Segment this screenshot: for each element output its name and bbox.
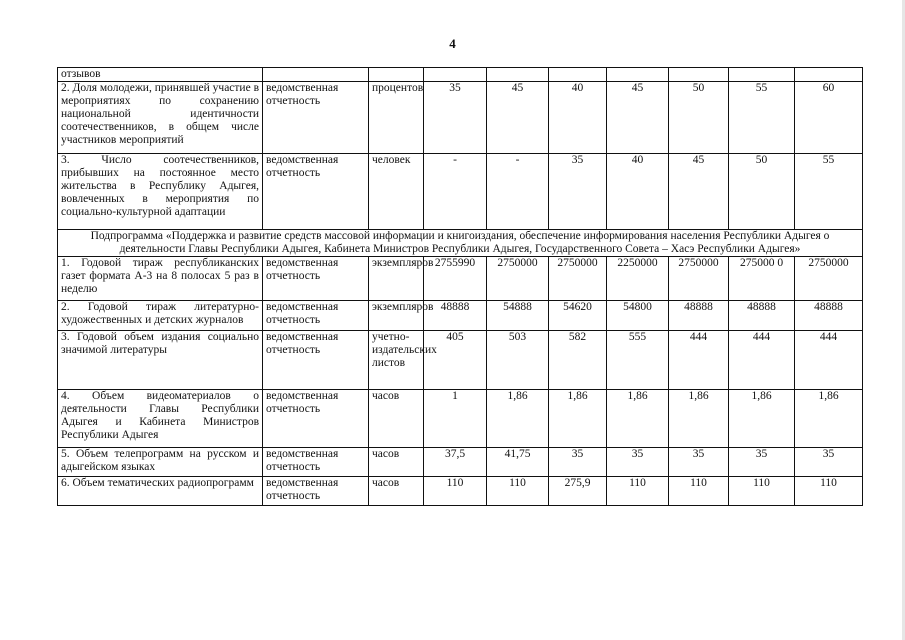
value-cell: -	[487, 154, 549, 230]
page-number: 4	[449, 36, 456, 51]
source-cell: ведомственная отчетность	[263, 82, 369, 154]
value-cell	[424, 68, 487, 82]
value-cell: 35	[729, 448, 795, 477]
value-cell: 1,86	[487, 390, 549, 448]
value-cell	[795, 68, 863, 82]
value-cell: 444	[729, 331, 795, 390]
value-cell: 48888	[424, 301, 487, 331]
source-cell: ведомственная отчетность	[263, 257, 369, 301]
value-cell: 45	[669, 154, 729, 230]
table-body-top	[58, 68, 863, 230]
value-cell: 2250000	[607, 257, 669, 301]
table-row	[58, 257, 863, 301]
value-cell	[729, 68, 795, 82]
value-cell: 1,86	[607, 390, 669, 448]
indicator-cell: 4. Объем видеоматериалов о деятельности Главы Республики Адыгея и Кабинета Министров Республики Адыгея	[58, 390, 263, 448]
value-cell: 110	[487, 477, 549, 506]
value-cell: 54888	[487, 301, 549, 331]
unit-cell: процентов	[369, 82, 424, 154]
indicator-cell: 5. Объем телепрограмм на русском и адыгейском языках	[58, 448, 263, 477]
value-cell: 48888	[795, 301, 863, 331]
table-row	[58, 390, 863, 448]
value-cell: 35	[549, 154, 607, 230]
value-cell: 110	[424, 477, 487, 506]
table-row	[58, 331, 863, 390]
value-cell: 110	[729, 477, 795, 506]
source-cell: ведомственная отчетность	[263, 331, 369, 390]
table-body-bottom	[58, 257, 863, 506]
value-cell: 60	[795, 82, 863, 154]
source-cell: ведомственная отчетность	[263, 477, 369, 506]
value-cell: -	[424, 154, 487, 230]
source-cell	[263, 68, 369, 82]
unit-cell: экземпляров	[369, 257, 424, 301]
indicator-cell: 3. Годовой объем издания социально значимой литературы	[58, 331, 263, 390]
indicators-table	[57, 67, 863, 506]
value-cell: 35	[424, 82, 487, 154]
value-cell: 503	[487, 331, 549, 390]
source-cell: ведомственная отчетность	[263, 448, 369, 477]
unit-cell: экземпляров	[369, 301, 424, 331]
value-cell: 35	[607, 448, 669, 477]
value-cell: 1,86	[549, 390, 607, 448]
value-cell: 40	[549, 82, 607, 154]
unit-cell: человек	[369, 154, 424, 230]
value-cell: 444	[669, 331, 729, 390]
value-cell: 1	[424, 390, 487, 448]
value-cell: 444	[795, 331, 863, 390]
value-cell: 1,86	[729, 390, 795, 448]
value-cell: 54620	[549, 301, 607, 331]
value-cell	[669, 68, 729, 82]
indicator-cell: 2. Годовой тираж литературно-художественных и детских журналов	[58, 301, 263, 331]
value-cell: 45	[607, 82, 669, 154]
value-cell: 275,9	[549, 477, 607, 506]
indicator-cell: отзывов	[58, 68, 263, 82]
table-row	[58, 301, 863, 331]
indicator-cell: 3. Число соотечественников, прибывших на постоянное место жительства в Республику Адыгея, вовлеченных в мероприятия по социально-культурной адаптации	[58, 154, 263, 230]
value-cell: 50	[729, 154, 795, 230]
subprogram-row	[58, 230, 863, 257]
value-cell: 110	[795, 477, 863, 506]
value-cell: 405	[424, 331, 487, 390]
value-cell: 37,5	[424, 448, 487, 477]
value-cell: 2750000	[549, 257, 607, 301]
table-row	[58, 68, 863, 82]
value-cell	[549, 68, 607, 82]
value-cell: 35	[549, 448, 607, 477]
value-cell: 2750000	[795, 257, 863, 301]
source-cell: ведомственная отчетность	[263, 301, 369, 331]
value-cell: 555	[607, 331, 669, 390]
value-cell: 35	[669, 448, 729, 477]
value-cell: 41,75	[487, 448, 549, 477]
source-cell: ведомственная отчетность	[263, 154, 369, 230]
value-cell: 45	[487, 82, 549, 154]
unit-cell: часов	[369, 448, 424, 477]
subprogram-section	[58, 230, 863, 257]
table-row	[58, 82, 863, 154]
value-cell: 2750000	[669, 257, 729, 301]
indicator-cell: 2. Доля молодежи, принявшей участие в мероприятиях по сохранению национальной идентичности соотечественников, в общем числе участников мероприятий	[58, 82, 263, 154]
value-cell: 54800	[607, 301, 669, 331]
value-cell: 2755990	[424, 257, 487, 301]
value-cell: 50	[669, 82, 729, 154]
table-row	[58, 154, 863, 230]
source-cell: ведомственная отчетность	[263, 390, 369, 448]
unit-cell	[369, 68, 424, 82]
unit-cell: часов	[369, 390, 424, 448]
value-cell: 35	[795, 448, 863, 477]
value-cell: 1,86	[669, 390, 729, 448]
indicator-cell: 1. Годовой тираж республиканских газет формата А-3 на 8 полосах 5 раз в неделю	[58, 257, 263, 301]
value-cell	[487, 68, 549, 82]
value-cell: 110	[669, 477, 729, 506]
value-cell: 582	[549, 331, 607, 390]
value-cell: 55	[795, 154, 863, 230]
value-cell	[607, 68, 669, 82]
value-cell: 40	[607, 154, 669, 230]
value-cell: 275000 0	[729, 257, 795, 301]
indicator-cell: 6. Объем тематических радиопрограмм	[58, 477, 263, 506]
value-cell: 1,86	[795, 390, 863, 448]
value-cell: 48888	[669, 301, 729, 331]
value-cell: 55	[729, 82, 795, 154]
table-row	[58, 448, 863, 477]
value-cell: 110	[607, 477, 669, 506]
value-cell: 48888	[729, 301, 795, 331]
unit-cell: учетно-издательских листов	[369, 331, 424, 390]
subprogram-title: Подпрограмма «Поддержка и развитие средств массовой информации и книгоиздания, обеспечение информирования населения Республики Адыгея о деятельности Главы Республики Адыгея, Кабинета Министров Республики Адыгея, Государственного Совета – Хасэ Республики Адыгея»	[58, 230, 863, 257]
value-cell: 2750000	[487, 257, 549, 301]
unit-cell: часов	[369, 477, 424, 506]
table-row	[58, 477, 863, 506]
